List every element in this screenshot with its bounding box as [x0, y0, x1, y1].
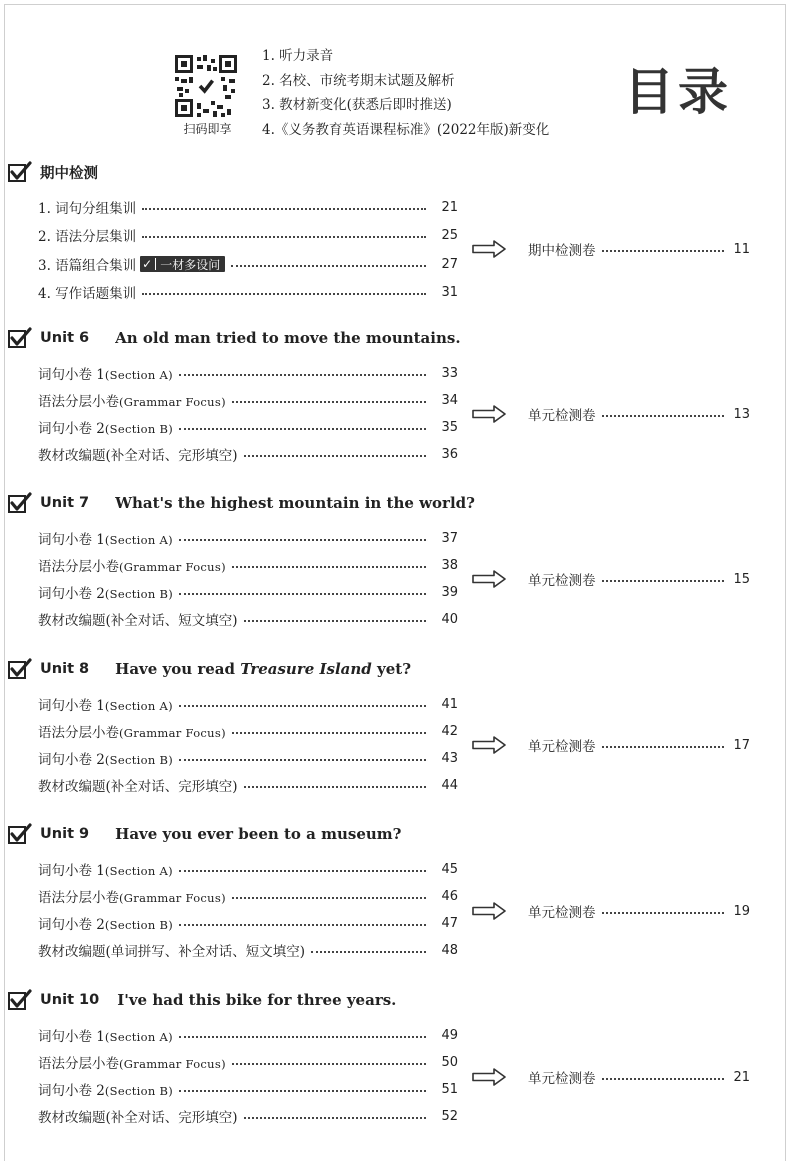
item-text-cn: 词句小卷 2 [38, 1083, 105, 1099]
page-number: 27 [441, 256, 458, 272]
toc-item[interactable] [38, 254, 458, 274]
item-text [38, 390, 226, 410]
page-number: 34 [441, 392, 458, 408]
toc-item[interactable] [38, 1079, 458, 1099]
dot-leader [231, 265, 426, 267]
unit-label: Unit 10 [40, 992, 100, 1008]
item-text [38, 1106, 238, 1126]
toc-item[interactable] [38, 417, 458, 437]
item-text: 2. 语法分层集训 [38, 229, 137, 245]
toc-item[interactable] [38, 363, 458, 383]
page-number: 40 [441, 611, 458, 627]
item-text-en: (Section B) [104, 918, 174, 932]
toc-item[interactable] [38, 197, 458, 217]
dot-leader [179, 705, 426, 707]
qr-code-icon[interactable] [175, 55, 237, 117]
item-text [38, 1052, 226, 1072]
item-text [38, 1025, 173, 1045]
unit-label: Unit 9 [40, 826, 90, 842]
toc-item[interactable] [38, 1025, 458, 1045]
item-text-cn: 教材改编题(补全对话、完形填空) [38, 779, 238, 795]
page-number: 47 [441, 915, 458, 931]
section-label: 期中检测 [40, 165, 98, 182]
arrow-right-icon [472, 901, 506, 921]
checkmark-icon [8, 823, 32, 845]
unit-title-part: yet? [371, 660, 411, 678]
dot-leader [232, 566, 426, 568]
item-text-en: (Section A) [104, 1030, 173, 1044]
item-text-en: (Section A) [104, 368, 173, 382]
dot-leader [602, 1078, 725, 1080]
item-text [38, 582, 173, 602]
item-text [38, 748, 173, 768]
page-number: 52 [441, 1108, 458, 1124]
badge-divider [155, 258, 156, 270]
item-text [38, 859, 173, 879]
item-text [38, 775, 238, 795]
unit-label: Unit 7 [40, 495, 90, 511]
dot-leader [602, 912, 725, 914]
arrow-right-icon [472, 1067, 506, 1087]
dot-leader [179, 924, 426, 926]
item-text-en: (Section B) [104, 422, 174, 436]
dot-leader [142, 293, 426, 295]
dot-leader [142, 236, 426, 238]
item-text-cn: 词句小卷 1 [38, 532, 105, 548]
checkmark-icon [8, 492, 32, 514]
dot-leader [244, 786, 426, 788]
section-heading [8, 326, 461, 350]
exam-label: 单元检测卷 [528, 408, 596, 424]
dot-leader [244, 1117, 426, 1119]
item-text-en: (Section B) [104, 1084, 174, 1098]
page-border-top [4, 4, 786, 5]
item-text-cn: 教材改编题(单词拼写、补全对话、短文填空) [38, 944, 306, 960]
page-number: 44 [441, 777, 458, 793]
toc-item[interactable] [38, 748, 458, 768]
item-text [38, 417, 173, 437]
page-number: 38 [441, 557, 458, 573]
item-text-en: (Section A) [104, 533, 173, 547]
toc-item[interactable] [38, 775, 458, 795]
section-heading [8, 657, 411, 681]
dot-leader [232, 732, 426, 734]
page-number: 15 [733, 571, 750, 587]
unit-title: What's the highest mountain in the world? [115, 494, 475, 512]
section-heading [8, 822, 401, 846]
toc-item[interactable] [38, 582, 458, 602]
feature-badge [140, 256, 225, 272]
unit-label: Unit 6 [40, 330, 90, 346]
page-number: 39 [441, 584, 458, 600]
page-number: 51 [441, 1081, 458, 1097]
page-number: 41 [441, 696, 458, 712]
toc-item[interactable] [38, 913, 458, 933]
exam-label: 期中检测卷 [528, 243, 596, 259]
toc-item[interactable] [38, 225, 458, 245]
page-number: 36 [441, 446, 458, 462]
exam-link[interactable] [472, 900, 750, 922]
toc-item[interactable] [38, 528, 458, 548]
item-text-en: (Grammar Focus) [119, 891, 226, 905]
item-text-cn: 词句小卷 1 [38, 863, 105, 879]
arrow-right-icon [472, 404, 506, 424]
dot-leader [602, 250, 725, 252]
item-text-en: (Section B) [104, 753, 174, 767]
item-text-cn: 语法分层小卷 [38, 1056, 119, 1072]
unit-label: Unit 8 [40, 661, 90, 677]
item-text-cn: 语法分层小卷 [38, 890, 119, 906]
page-number: 21 [733, 1069, 750, 1085]
page-title: 目录 [624, 63, 732, 121]
section-heading [8, 491, 475, 515]
exam-link[interactable] [472, 1066, 750, 1088]
qr-caption: 扫码即享 [183, 122, 232, 136]
page-number: 33 [441, 365, 458, 381]
exam-label: 单元检测卷 [528, 573, 596, 589]
resource-item: 1. 听力录音 [262, 48, 334, 64]
item-text-en: (Section B) [104, 587, 174, 601]
toc-item[interactable] [38, 721, 458, 741]
item-text-en: (Grammar Focus) [119, 395, 226, 409]
page-number: 42 [441, 723, 458, 739]
item-text [38, 940, 305, 960]
item-text: 1. 词句分组集训 [38, 201, 137, 217]
page-number: 25 [441, 227, 458, 243]
page-number: 17 [733, 737, 750, 753]
dot-leader [179, 1036, 426, 1038]
checkmark-icon [8, 161, 32, 183]
item-text-en: (Section A) [104, 699, 173, 713]
badge-check-icon: ✓ [142, 257, 153, 271]
item-text-cn: 词句小卷 2 [38, 752, 105, 768]
exam-link[interactable] [472, 568, 750, 590]
page-number: 43 [441, 750, 458, 766]
resource-list [262, 44, 549, 142]
dot-leader [232, 897, 426, 899]
dot-leader [232, 1063, 426, 1065]
item-text-cn: 教材改编题(补全对话、短文填空) [38, 613, 238, 629]
exam-label: 单元检测卷 [528, 1071, 596, 1087]
item-text-cn: 词句小卷 2 [38, 586, 105, 602]
toc-item[interactable] [38, 859, 458, 879]
unit-title: Have you ever been to a museum? [115, 825, 402, 843]
toc-item[interactable] [38, 886, 458, 906]
dot-leader [179, 1090, 426, 1092]
item-text-cn: 词句小卷 1 [38, 1029, 105, 1045]
toc-item[interactable] [38, 444, 458, 464]
exam-link[interactable] [472, 734, 750, 756]
page-border-right [785, 4, 786, 1161]
item-text [38, 363, 173, 383]
dot-leader [602, 746, 725, 748]
item-text [38, 913, 173, 933]
checkmark-icon [8, 989, 32, 1011]
dot-leader [311, 951, 426, 953]
item-text: 3. 语篇组合集训 [38, 258, 137, 274]
item-text-cn: 语法分层小卷 [38, 394, 119, 410]
dot-leader [244, 455, 426, 457]
toc-item[interactable] [38, 1052, 458, 1072]
item-text-cn: 词句小卷 2 [38, 917, 105, 933]
page-number: 11 [733, 241, 750, 257]
item-text [38, 886, 226, 906]
exam-link[interactable] [472, 238, 750, 260]
dot-leader [142, 208, 426, 210]
item-text-en: (Grammar Focus) [119, 560, 226, 574]
toc-item[interactable] [38, 940, 458, 960]
unit-title [115, 660, 411, 678]
page-number: 35 [441, 419, 458, 435]
exam-link[interactable] [472, 403, 750, 425]
page-number: 45 [441, 861, 458, 877]
toc-item[interactable] [38, 1106, 458, 1126]
dot-leader [179, 428, 426, 430]
item-text [38, 444, 238, 464]
arrow-right-icon [472, 569, 506, 589]
unit-title-part: Have you read [115, 660, 241, 678]
item-text [38, 721, 226, 741]
item-text-cn: 词句小卷 1 [38, 698, 105, 714]
item-text-en: (Grammar Focus) [119, 1057, 226, 1071]
dot-leader [179, 539, 426, 541]
item-text: 4. 写作话题集训 [38, 286, 137, 302]
toc-item[interactable] [38, 609, 458, 629]
page-number: 21 [441, 199, 458, 215]
toc-item[interactable] [38, 390, 458, 410]
exam-label: 单元检测卷 [528, 905, 596, 921]
dot-leader [602, 415, 725, 417]
unit-title: An old man tried to move the mountains. [115, 329, 461, 347]
item-text-cn: 语法分层小卷 [38, 725, 119, 741]
item-text [38, 694, 173, 714]
page-number: 48 [441, 942, 458, 958]
item-text-en: (Section A) [104, 864, 173, 878]
page-number: 13 [733, 406, 750, 422]
item-text-cn: 教材改编题(补全对话、完形填空) [38, 1110, 238, 1126]
item-text [38, 1079, 173, 1099]
dot-leader [179, 759, 426, 761]
page-number: 37 [441, 530, 458, 546]
resource-item: 4.《义务教育英语课程标准》(2022年版)新变化 [262, 121, 550, 138]
dot-leader [602, 580, 725, 582]
page-number: 31 [441, 284, 458, 300]
checkmark-icon [8, 658, 32, 680]
section-heading [8, 160, 98, 184]
page-number: 46 [441, 888, 458, 904]
exam-label: 单元检测卷 [528, 739, 596, 755]
item-text-en: (Grammar Focus) [119, 726, 226, 740]
page-number: 19 [733, 903, 750, 919]
dot-leader [179, 593, 426, 595]
dot-leader [232, 401, 426, 403]
item-text [38, 609, 238, 629]
badge-label: 一材多设问 [160, 257, 221, 272]
arrow-right-icon [472, 239, 506, 259]
item-text [38, 528, 173, 548]
page-number: 49 [441, 1027, 458, 1043]
page-number: 50 [441, 1054, 458, 1070]
dot-leader [179, 870, 426, 872]
unit-title: I've had this bike for three years. [117, 991, 397, 1009]
page-border-left [4, 4, 5, 1161]
resource-item: 3. 教材新变化(获悉后即时推送) [262, 97, 452, 113]
resource-item: 2. 名校、市统考期末试题及解析 [262, 72, 455, 89]
dot-leader [179, 374, 426, 376]
item-text [38, 555, 226, 575]
dot-leader [244, 620, 426, 622]
item-text-cn: 教材改编题(补全对话、完形填空) [38, 448, 238, 464]
item-text-cn: 语法分层小卷 [38, 559, 119, 575]
toc-item[interactable] [38, 694, 458, 714]
toc-item[interactable] [38, 555, 458, 575]
arrow-right-icon [472, 735, 506, 755]
toc-item[interactable] [38, 282, 458, 302]
book-title: Treasure Island [240, 660, 372, 678]
item-text-cn: 词句小卷 2 [38, 421, 105, 437]
section-heading [8, 988, 396, 1012]
checkmark-icon [8, 327, 32, 349]
item-text-cn: 词句小卷 1 [38, 367, 105, 383]
